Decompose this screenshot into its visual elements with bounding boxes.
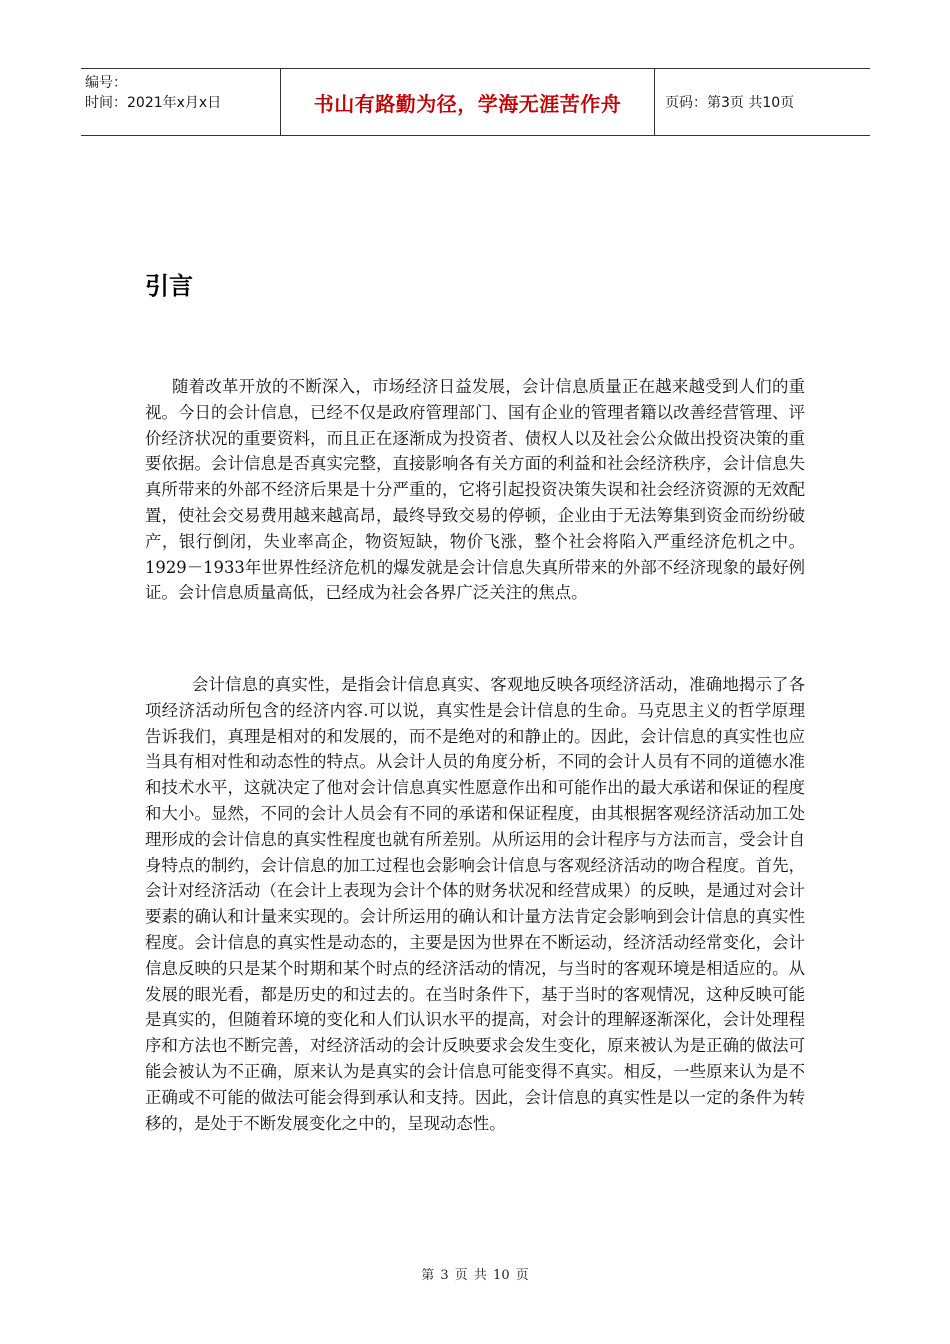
header-page-cell — [655, 69, 870, 135]
paragraph-2: 会计信息的真实性，是指会计信息真实、客观地反映各项经济活动，准确地揭示了各项经济活动所包含的经济内容.可以说，真实性是会计信息的生命。马克思主义的哲学原理告诉我们，真理是相对的和发展的，而不是绝对的和静止的。因此，会计信息的真实性也应当具有相对性和动态性的特点。从会计人员的角度分析，不同的会计人员有不同的道德水准和技术水平，这就决定了他对会计信息真实性愿意作出和可能作出的最大承诺和保证的程度和大小。显然，不同的会计人员会有不同的承诺和保证程度，由其根据客观经济活动加工处理形成的会计信息的真实性程度也就有所差别。从所运用的会计程序与方法而言，受会计自身特点的制约，会计信息的加工过程也会影响会计信息与客观经济活动的吻合程度。首先，会计对经济活动（在会计上表现为会计个体的财务状况和经营成果）的反映，是通过对会计要素的确认和计量来实现的。会计所运用的确认和计量方法肯定会影响到会计信息的真实性程度。会计信息的真实性是动态的，主要是因为世界在不断运动，经济活动经常变化，会计信息反映的只是某个时期和某个时点的经济活动的情况，与当时的客观环境是相适应的。从发展的眼光看，都是历史的和过去的。在当时条件下，基于当时的客观情况，这种反映可能是真实的，但随着环境的变化和人们认识水平的提高，对会计的理解逐渐深化，会计处理程序和方法也不断完善，对经济活动的会计反映要求会发生变化，原来被认为是正确的做法可能会被认为不正确，原来认为是真实的会计信息可能变得不真实。相反，一些原来认为是不正确或不可能的做法可能会得到承认和支持。因此，会计信息的真实性是以一定的条件为转移的，是处于不断发展变化之中的，呈现动态性。 — [145, 675, 805, 1133]
header-motto: 书山有路勤为径，学海无涯苦作舟 — [313, 91, 622, 116]
section-title: 引言 — [145, 272, 193, 300]
document-number-label: 编号： — [85, 75, 127, 91]
header-page-info: 页码：第3页 共10页 — [665, 95, 795, 111]
document-date-label: 时间：2021年x月x日 — [85, 95, 222, 111]
header-meta-cell — [81, 69, 281, 135]
header-motto-cell — [281, 69, 655, 135]
paragraph-1: 随着改革开放的不断深入，市场经济日益发展，会计信息质量正在越来越受到人们的重视。今日的会计信息，已经不仅是政府管理部门、国有企业的管理者籍以改善经营管理、评价经济状况的重要资料，而且正在逐渐成为投资者、债权人以及社会公众做出投资决策的重要依据。会计信息是否真实完整，直接影响各有关方面的利益和社会经济秩序，会计信息失真所带来的外部不经济后果是十分严重的，它将引起投资决策失误和社会经济资源的无效配置，使社会交易费用越来越高昂，最终导致交易的停顿，企业由于无法筹集到资金而纷纷破产，银行倒闭，失业率高企，物资短缺，物价飞涨，整个社会将陷入严重经济危机之中。1929－1933年世界性经济危机的爆发就是会计信息失真所带来的外部不经济现象的最好例证。会计信息质量高低，已经成为社会各界广泛关注的焦点。 — [145, 377, 805, 603]
page-header-table — [81, 68, 870, 136]
page-footer: 第 3 页 共 10 页 — [421, 1268, 529, 1283]
